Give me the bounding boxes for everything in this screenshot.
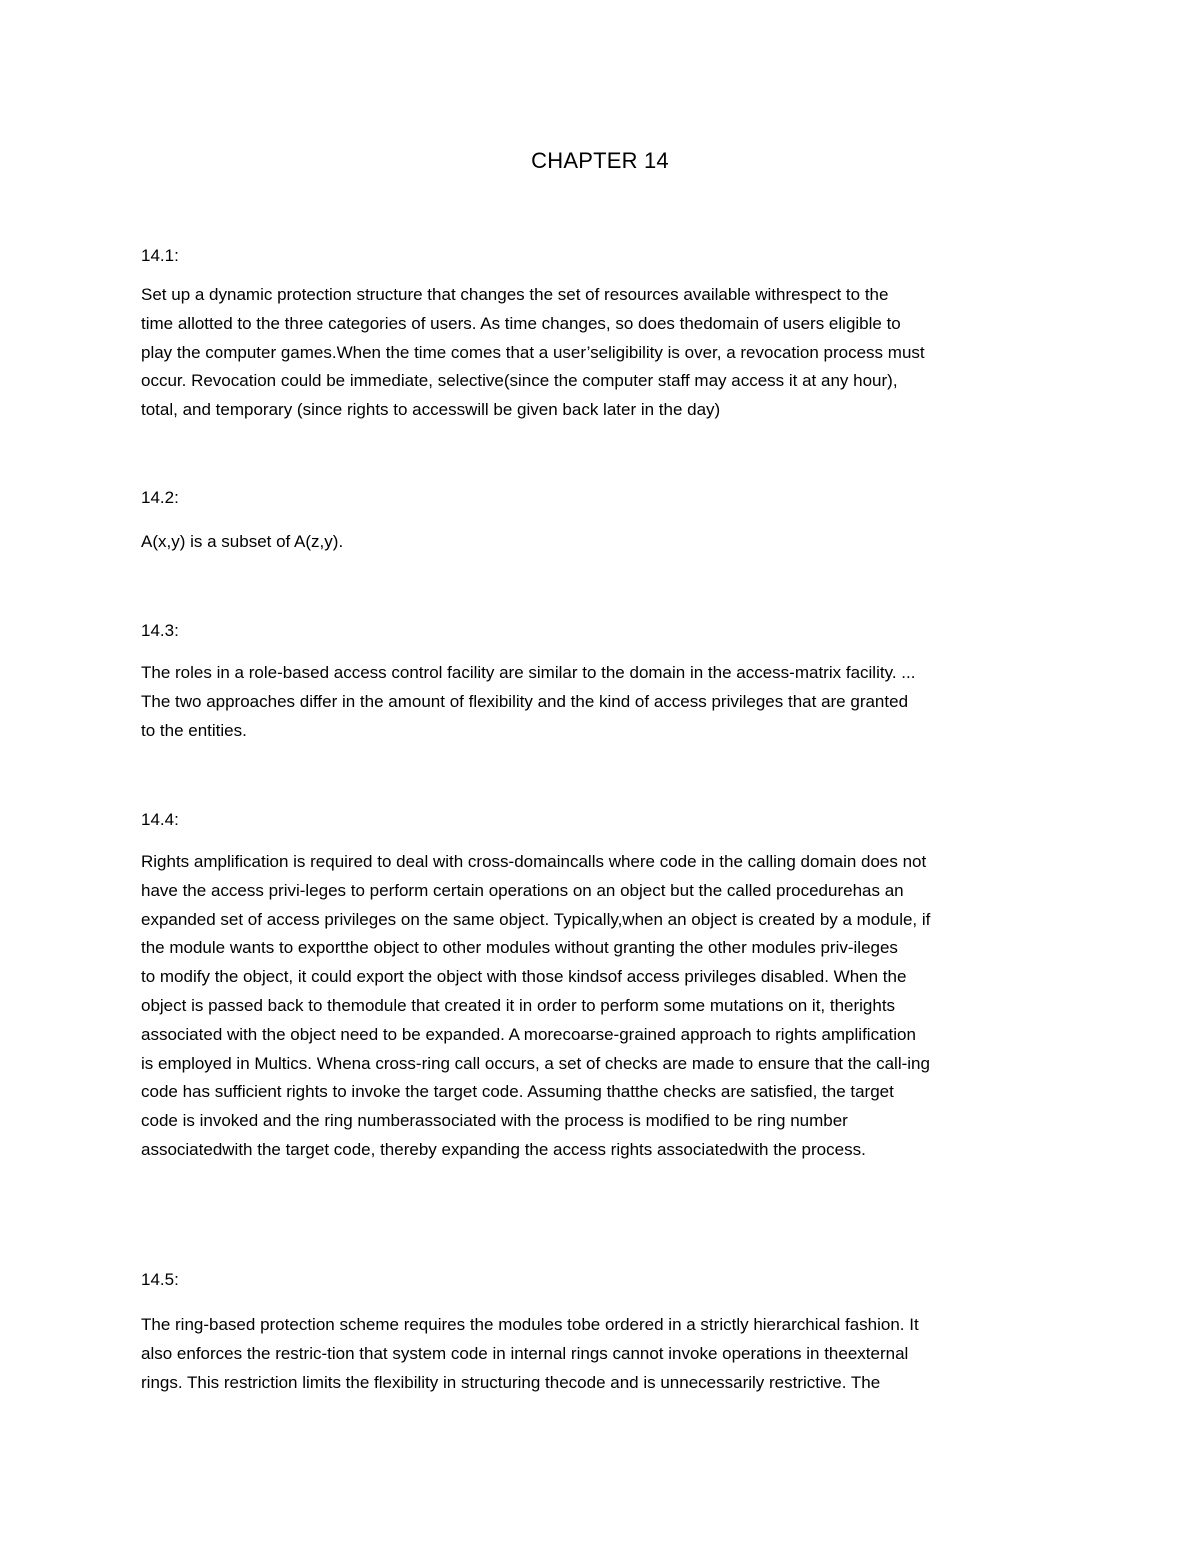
text-line: The roles in a role-based access control facility are similar to the domain in the access-matrix facility. ... (141, 663, 916, 682)
text-line: occur. Revocation could be immediate, selective(since the computer staff may access it at any hour), (141, 371, 898, 391)
text-line: to modify the object, it could export the object with those kindsof access privileges disabled. When the (141, 967, 907, 987)
section-heading-14-4: 14.4: (141, 810, 179, 829)
text-line: object is passed back to themodule that created it in order to perform some mutations on it, therights (141, 995, 896, 1015)
text-line: total, and temporary (since rights to accesswill be given back later in the day) (141, 400, 721, 420)
text-line: is employed in Multics. Whena cross-ring call occurs, a set of checks are made to ensure that the call-ing (141, 1053, 930, 1073)
section-body-14-4 (141, 848, 1071, 1165)
text-line: A(x,y) is a subset of A(z,y). (141, 532, 344, 551)
section-body-14-1 (141, 281, 1071, 425)
text-line: play the computer games.When the time comes that a user’seligibility is over, a revocation process must (141, 342, 925, 362)
section-heading-14-3: 14.3: (141, 621, 179, 640)
text-line: Set up a dynamic protection structure that changes the set of resources available withrespect to the (141, 285, 889, 304)
section-heading-14-5: 14.5: (141, 1270, 179, 1289)
text-line: code is invoked and the ring numberassociated with the process is modified to be ring number (141, 1111, 848, 1131)
text-line: also enforces the restric-tion that system code in internal rings cannot invoke operations in theexternal (141, 1343, 909, 1363)
section-body-14-2 (141, 528, 1071, 557)
text-line: the module wants to exportthe object to other modules without granting the other modules priv-ileges (141, 938, 898, 958)
section-heading-14-2: 14.2: (141, 488, 179, 507)
text-line: time allotted to the three categories of users. As time changes, so does thedomain of users eligible to (141, 313, 901, 333)
section-body-14-3 (141, 659, 1071, 745)
text-line: The two approaches differ in the amount of flexibility and the kind of access privileges that are granted (141, 691, 909, 711)
text-line: expanded set of access privileges on the same object. Typically,when an object is created by a module, if (141, 909, 931, 929)
text-line: to the entities. (141, 720, 247, 740)
text-line: associated with the object need to be expanded. A morecoarse-grained approach to rights amplification (141, 1024, 916, 1044)
text-line: Rights amplification is required to deal with cross-domaincalls where code in the calling domain does not (141, 852, 927, 871)
text-line: rings. This restriction limits the flexibility in structuring thecode and is unnecessarily restrictive. The (141, 1372, 881, 1392)
text-line: The ring-based protection scheme requires the modules tobe ordered in a strictly hierarchical fashion. It (141, 1315, 919, 1334)
section-body-14-5 (141, 1311, 1071, 1397)
chapter-title: CHAPTER 14 (531, 148, 669, 173)
text-line: associatedwith the target code, thereby expanding the access rights associatedwith the process. (141, 1139, 866, 1159)
text-line: code has sufficient rights to invoke the target code. Assuming thatthe checks are satisfied, the target (141, 1082, 894, 1102)
section-heading-14-1: 14.1: (141, 246, 179, 265)
text-line: have the access privi-leges to perform certain operations on an object but the called procedurehas an (141, 880, 904, 900)
